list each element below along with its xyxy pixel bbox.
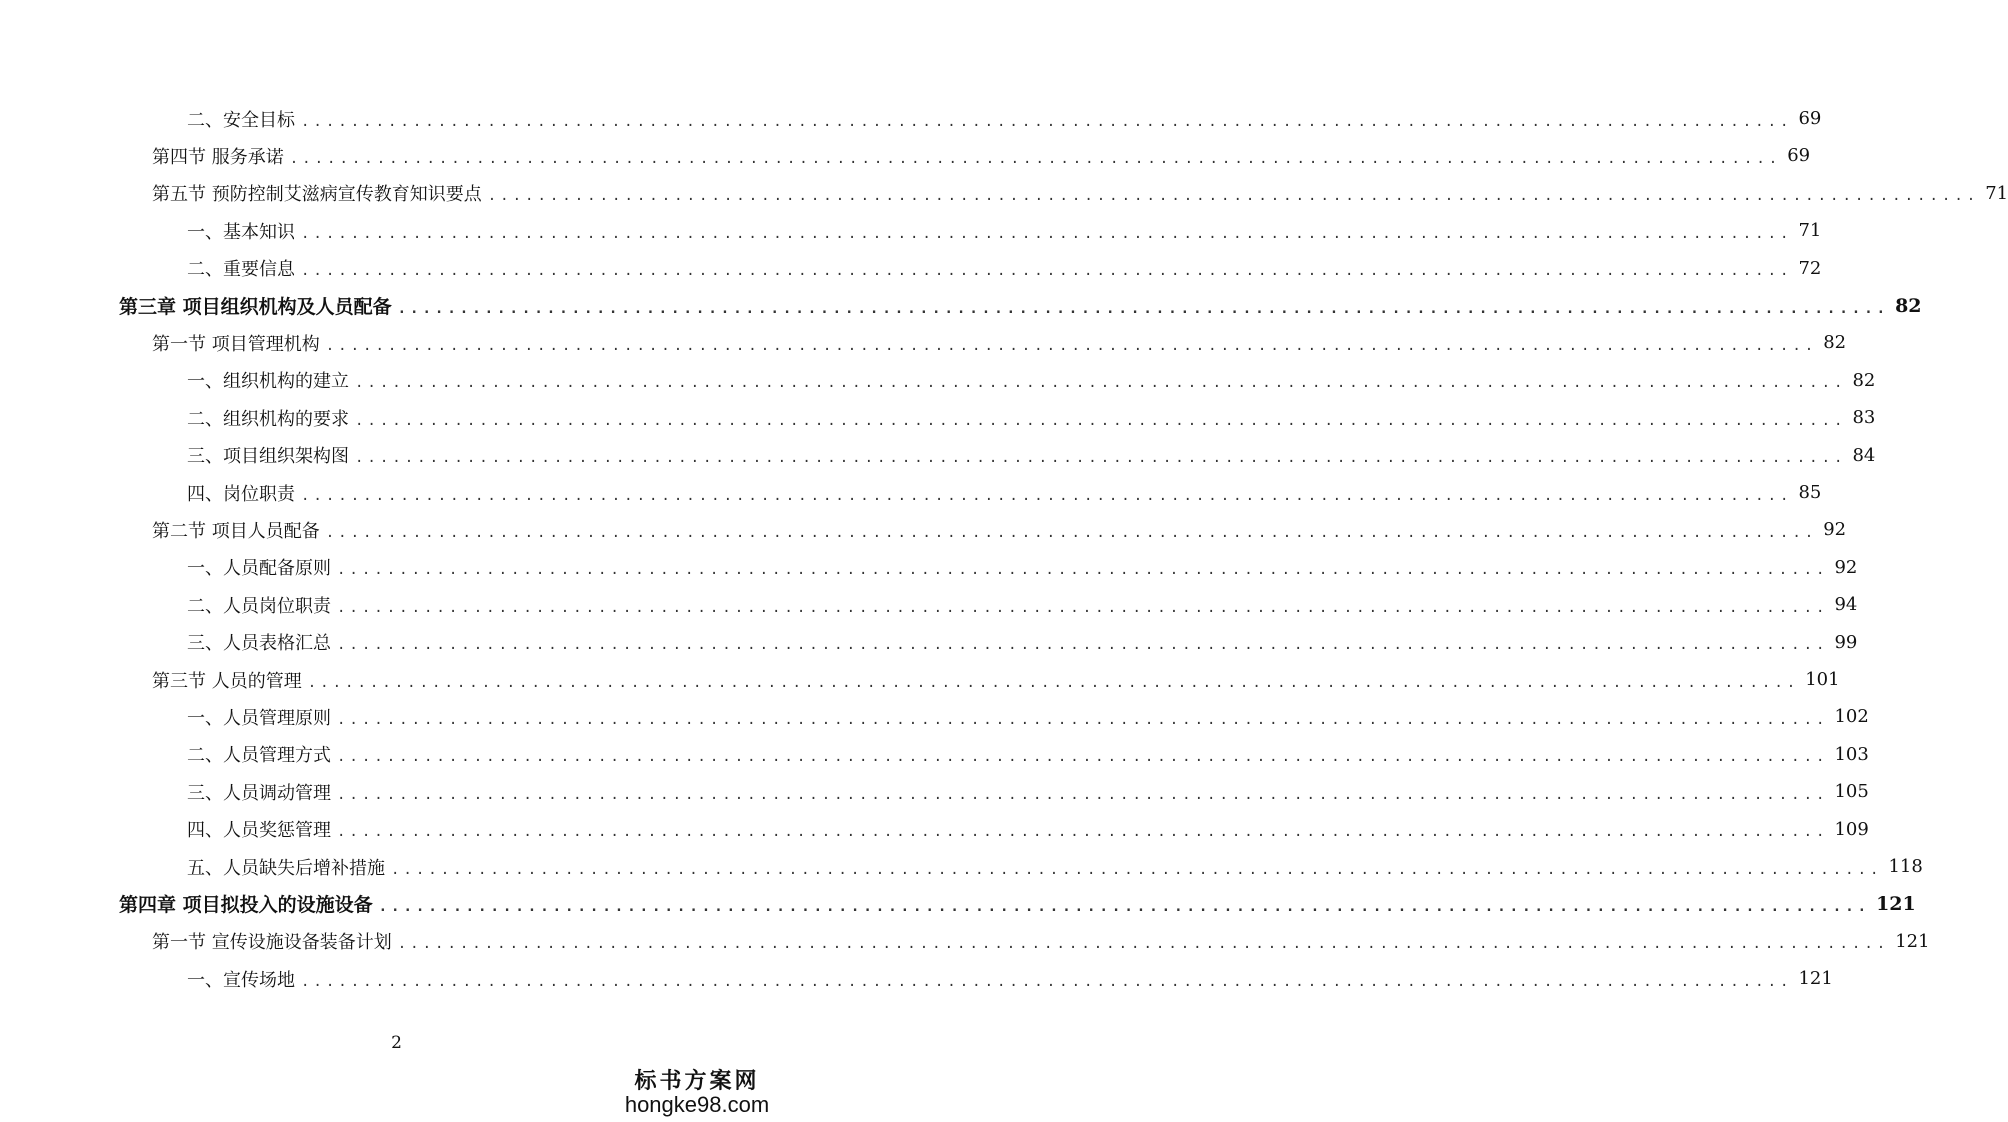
- toc-entry-page: 92: [1834, 556, 1858, 578]
- toc-entry-page: 85: [1798, 482, 1822, 503]
- toc-dot-leader: ........................................................................................................................: [487, 188, 1980, 205]
- toc-entry[interactable]: [187, 362, 1876, 399]
- toc-entry-title: 第一节 宣传设施设备装备计划: [152, 932, 392, 954]
- toc-entry-title: 五、人员缺失后增补措施: [187, 857, 385, 879]
- toc-dot-leader: ........................................................................................................................: [301, 113, 1793, 130]
- toc-entry-page: 105: [1834, 781, 1869, 803]
- toc-entry-title: 二、重要信息: [187, 259, 295, 281]
- toc-entry-page: 71: [1985, 182, 2008, 204]
- toc-entry[interactable]: [187, 100, 1822, 137]
- toc-dot-leader: ........................................................................................................................: [337, 637, 1829, 654]
- toc-entry[interactable]: [152, 511, 1847, 548]
- toc-entry[interactable]: [187, 399, 1876, 436]
- toc-entry[interactable]: [152, 923, 1930, 960]
- toc-dot-leader: ........................................................................................................................: [301, 263, 1793, 280]
- page-number: 2: [391, 1033, 402, 1053]
- toc-entry[interactable]: [119, 885, 1916, 922]
- toc-entry-title: 一、宣传场地: [187, 969, 295, 991]
- toc-entry[interactable]: [152, 137, 1811, 174]
- toc-entry-title: 第四节 服务承诺: [152, 146, 284, 168]
- toc-dot-leader: ........................................................................................................................: [337, 711, 1829, 728]
- toc-entry-title: 四、人员奖惩管理: [187, 820, 331, 842]
- toc-entry[interactable]: [187, 250, 1822, 287]
- toc-entry-title: 二、安全目标: [187, 109, 295, 131]
- toc-entry-title: 一、基本知识: [187, 221, 295, 243]
- toc-entry-page: 71: [1798, 220, 1822, 242]
- toc-entry-page: 72: [1798, 257, 1822, 279]
- toc-entry[interactable]: [187, 549, 1858, 586]
- toc-entry-page: 83: [1852, 407, 1876, 429]
- toc-entry-title: 第三节 人员的管理: [152, 670, 302, 692]
- toc-entry[interactable]: [187, 960, 1833, 997]
- toc-entry-title: 第五节 预防控制艾滋病宣传教育知识要点: [152, 184, 482, 206]
- toc-entry-title: 第三章 项目组织机构及人员配备: [119, 296, 392, 318]
- toc-entry-title: 二、组织机构的要求: [187, 408, 349, 430]
- toc-dot-leader: ........................................................................................................................: [337, 824, 1829, 841]
- watermark-title: 标书方案网: [634, 1067, 760, 1094]
- toc-entry[interactable]: [152, 324, 1847, 361]
- toc-entry-page: 69: [1787, 145, 1811, 167]
- toc-entry[interactable]: [119, 287, 1922, 324]
- toc-entry-title: 一、人员配备原则: [187, 558, 331, 580]
- toc-entry-page: 121: [1895, 930, 1930, 952]
- site-watermark: [617, 1067, 777, 1117]
- toc-entry[interactable]: [187, 437, 1876, 474]
- toc-entry-title: 第四章 项目拟投入的设施设备: [119, 894, 373, 917]
- toc-entry[interactable]: [187, 811, 1869, 848]
- toc-entry-page: 103: [1834, 743, 1869, 765]
- toc-entry[interactable]: [187, 474, 1822, 511]
- toc-dot-leader: ........................................................................................................................: [307, 674, 1800, 691]
- toc-dot-leader: ........................................................................................................................: [337, 599, 1829, 616]
- toc-entry-title: 第一节 项目管理机构: [152, 333, 320, 355]
- toc-entry-title: 一、人员管理原则: [187, 707, 331, 729]
- toc-dot-leader: ........................................................................................................................: [301, 973, 1793, 990]
- toc-entry-title: 四、岗位职责: [187, 483, 295, 505]
- toc-dot-leader: ........................................................................................................................: [301, 487, 1793, 504]
- toc-dot-leader: ........................................................................................................................: [325, 337, 1818, 354]
- toc-entry[interactable]: [187, 736, 1869, 773]
- toc-dot-leader: ........................................................................................................................: [337, 786, 1829, 803]
- toc-entry[interactable]: [187, 698, 1869, 735]
- toc-entry-page: 118: [1888, 856, 1923, 877]
- toc-entry-page: 92: [1823, 519, 1847, 541]
- toc-entry-title: 二、人员岗位职责: [187, 595, 331, 617]
- toc-dot-leader: ........................................................................................................................: [337, 562, 1829, 579]
- toc-entry-page: 121: [1798, 968, 1833, 990]
- toc-entry-title: 三、人员表格汇总: [187, 633, 331, 655]
- toc-dot-leader: ........................................................................................................................: [355, 375, 1847, 392]
- toc-dot-leader: ........................................................................................................................: [337, 749, 1829, 766]
- toc-dot-leader: ........................................................................................................................: [325, 524, 1818, 541]
- toc-dot-leader: ........................................................................................................................: [289, 150, 1782, 167]
- toc-entry-title: 一、组织机构的建立: [187, 371, 349, 393]
- toc-dot-leader: ........................................................................................................................: [378, 898, 1871, 915]
- toc-dot-leader: ........................................................................................................................: [301, 225, 1793, 242]
- toc-entry[interactable]: [187, 773, 1869, 810]
- toc-entry-page: 69: [1798, 108, 1822, 129]
- toc-entry-title: 二、人员管理方式: [187, 745, 331, 767]
- toc-entry[interactable]: [152, 175, 2008, 212]
- toc-entry[interactable]: [187, 848, 1923, 885]
- watermark-url: hongke98.com: [624, 1091, 770, 1117]
- toc-entry-page: 99: [1834, 631, 1858, 653]
- toc-dot-leader: ........................................................................................................................: [355, 412, 1847, 429]
- toc-entry-page: 102: [1834, 706, 1869, 728]
- toc-entry[interactable]: [187, 624, 1858, 661]
- toc-dot-leader: ........................................................................................................................: [355, 450, 1847, 467]
- toc-dot-leader: ........................................................................................................................: [397, 936, 1890, 953]
- toc-entry-page: 82: [1823, 332, 1847, 354]
- toc-entry-title: 三、人员调动管理: [187, 782, 331, 804]
- toc-entry-page: 84: [1852, 444, 1876, 466]
- toc-entry-page: 82: [1895, 294, 1922, 317]
- toc-entry-title: 三、项目组织架构图: [187, 446, 349, 468]
- toc-entry[interactable]: [152, 661, 1840, 698]
- toc-entry-page: 121: [1876, 892, 1916, 915]
- toc-entry-page: 82: [1852, 369, 1876, 391]
- toc-dot-leader: ........................................................................................................................: [391, 861, 1883, 878]
- toc-entry[interactable]: [187, 586, 1858, 623]
- toc-entry-page: 109: [1834, 818, 1869, 840]
- toc-entry[interactable]: [187, 212, 1822, 249]
- toc-entry-page: 94: [1834, 594, 1858, 616]
- toc-dot-leader: ........................................................................................................................: [397, 300, 1890, 317]
- toc-entry-page: 101: [1805, 669, 1840, 690]
- toc-entry-title: 第二节 项目人员配备: [152, 520, 320, 542]
